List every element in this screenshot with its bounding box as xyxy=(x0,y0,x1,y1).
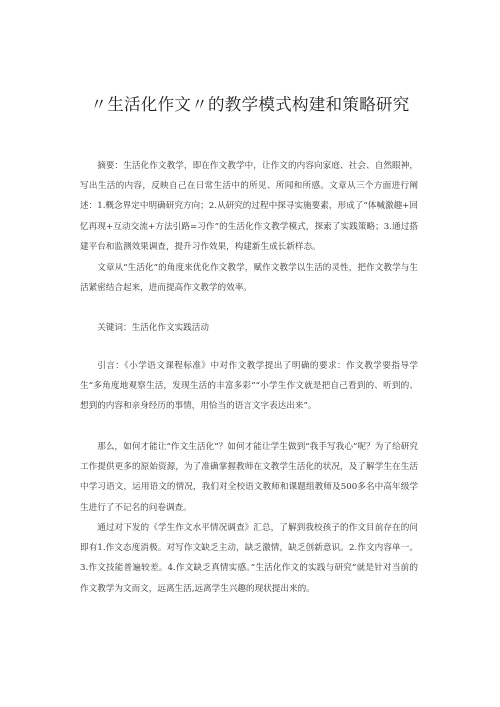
findings-paragraph xyxy=(80,518,418,599)
introduction-paragraph xyxy=(80,356,418,417)
paragraph-text: 文章从“生活化”的角度来优化作文教学，赋作文教学以生活的灵性，把作文教学与生活紧密结合起来，进而提高作文教学的效率。 xyxy=(80,263,418,294)
paragraph-text: 摘要：生活化作文教学，即在作文教学中，让作文的内容向家庭、社会、自然眼神，写出生活的内容，反映自己在日常生活中的所见、所闻和所感。文章从三个方面进行阐述：1.概念界定中明确研究方向；2.从研究的过程中探寻实施要素，形成了“体喊激趣+回忆再现+互动交流+方法引路=习作”的生活化作文教学模式，探索了实践策略；3.通过搭建平台和监测效果调查，提升习作效果，构建新生成长新样态。 xyxy=(80,161,418,252)
abstract-paragraph xyxy=(80,156,418,257)
summary-paragraph xyxy=(80,258,418,298)
paragraph-text: 那么，如何才能让“作文生活化”？如何才能让学生做到“我手写我心”呢？为了给研究工作提供更多的原始资源，为了准确掌握教师在文教学生活化的状况，及了解学生在生活中学习语文，运用语文的情况，我们对全校语文教师和课题组教师及500多名中高年级学生进行了不记名的问卷调查。 xyxy=(80,442,418,513)
document-title: 〃生活化作文〃的教学模式构建和策略研究 xyxy=(90,95,410,114)
keywords-paragraph xyxy=(80,318,418,338)
paragraph-text: 通过对下发的《学生作文水平情况调查》汇总，了解到我校孩子的作文目前存在的问即有1.作文态度消极。对写作文缺乏主动，缺乏激情，缺乏创新意识。2.作文内容单一。3.作文技能普遍较差。4.作文缺乏真情实感。”生活化作文的实践与研究”就是针对当前的作文教学为文而文，远离生活,远离学生兴趣的现状提出来的。 xyxy=(80,523,418,594)
survey-paragraph xyxy=(80,437,418,518)
paragraph-text: 关键词：生活化作文实践活动 xyxy=(97,323,209,333)
paragraph-text: 引言：《小学语文课程标准》中对作文教学提出了明确的要求：作文教学要指导学生“多角度地观察生活，发现生活的丰富多彩”“小学生作文就是把自己看到的、听到的、想到的内容和亲身经历的事情，用恰当的语言文字表达出来”。 xyxy=(80,361,418,412)
